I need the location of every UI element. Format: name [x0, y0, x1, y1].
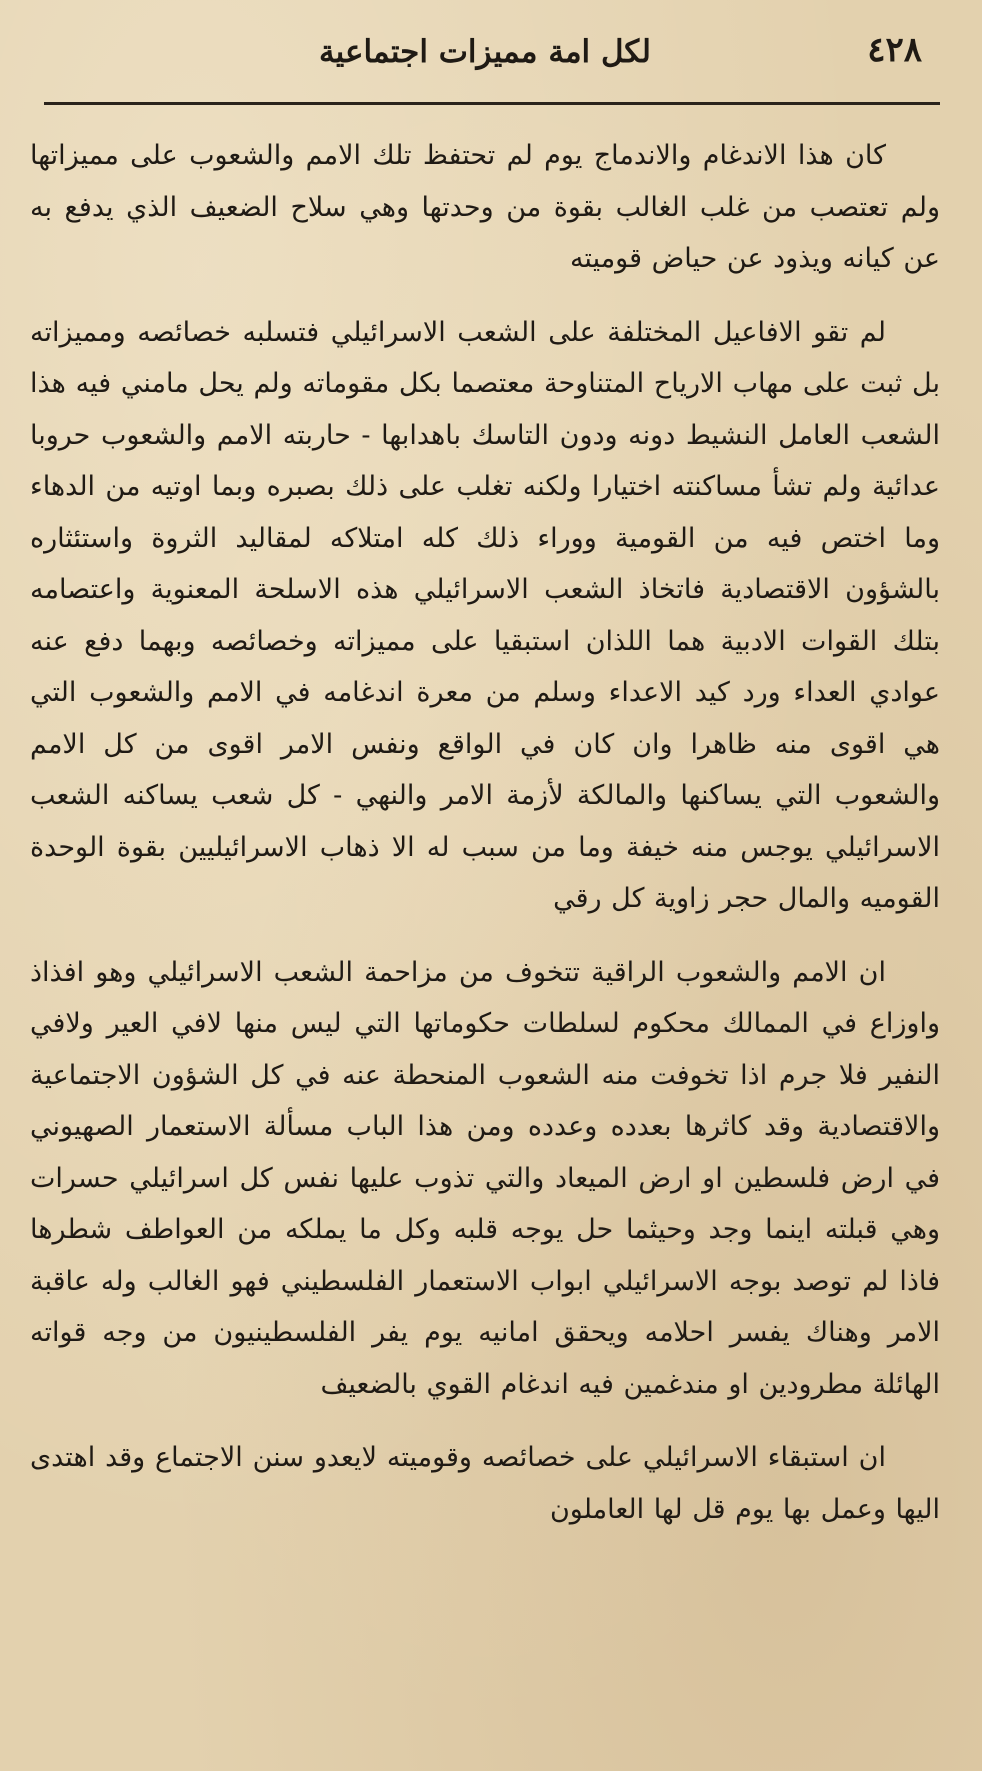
paragraph: ان الامم والشعوب الراقية تتخوف من مزاحمة الشعب الاسرائيلي وهو افذاذ واوزاع في الممالك محكوم لسلطات حكوماتها التي ليس منها لافي العير ولافي النفير فلا جرم اذا تخوفت منه الشعوب المنحطة عنه في كل الشؤون الاجتماعية والاقتصادية وقد كاثرها بعدده وعدده ومن هذا الباب مسألة الاستعمار الصهيوني في ارض فلسطين او ارض الميعاد والتي تذوب عليها نفس كل اسرائيلي حسرات وهي قبلته اينما وجد وحيثما حل يوجه قلبه وكل ما يملكه من العواطف شطرها فاذا لم توصد بوجه الاسرائيلي ابواب الاستعمار الفلسطيني فهو الغالب وله عاقبة الامر وهناك يفسر احلامه ويحقق امانيه يوم يفر الفلسطينيون من وجه قواته الهائلة مطرودين او مندغمين فيه اندغام القوي بالضعيف — [30, 956, 941, 1400]
running-title: لكل امة مميزات اجتماعية — [318, 34, 651, 70]
page-number: ٤٢٨ — [867, 30, 922, 70]
paragraph: كان هذا الاندغام والاندماج يوم لم تحتفظ تلك الامم والشعوب على مميزاتها ولم تعتصب من غلب الغالب بقوة من وحدتها وهي سلاح الضعيف الذي يدفع به عن كيانه ويذود عن حياض قوميته — [30, 140, 940, 274]
body-text — [30, 96, 940, 1535]
paragraph: ان استبقاء الاسرائيلي على خصائصه وقوميته لايعدو سنن الاجتماع وقد اهتدى اليها وعمل بها يوم قل لها العاملون — [30, 1442, 940, 1525]
page-header — [30, 0, 940, 96]
paragraph: لم تقو الافاعيل المختلفة على الشعب الاسرائيلي فتسلبه خصائصه ومميزاته بل ثبت على مهاب الارياح المتناوحة معتصما بكل مقوماته ولم يحل مامني فيه هذا الشعب العامل النشيط دونه ودون التاسك باهدابها - حاربته الامم والشعوب حروبا عدائية ولم تشأ مساكنته اختيارا ولكنه تغلب على ذلك بصبره وبما اوتيه من الدهاء وما اختص فيه من القومية ووراء ذلك كله امتلاكه لمقاليد الثروة واستئثاره بالشؤون الاقتصادية فاتخاذ الشعب الاسرائيلي هذه الاسلحة المعنوية واعتصامه بتلك القوات الادبية هما اللذان استبقيا على مميزاته وخصائصه وبهما دفع عنه عوادي العداء ورد كيد الاعداء وسلم من معرة اندغامه في الامم والشعوب التي هي اقوى منه ظاهرا وان كان في الواقع ونفس الامر اقوى من كل الامم والشعوب التي يساكنها والمالكة لأزمة الامر والنهي - كل شعب يساكنه الشعب الاسرائيلي يوجس منه خيفة وما من سبب له الا ذهاب الاسرائيليين بقوة الوحدة القوميه والمال حجر زاوية كل رقي — [30, 316, 940, 914]
